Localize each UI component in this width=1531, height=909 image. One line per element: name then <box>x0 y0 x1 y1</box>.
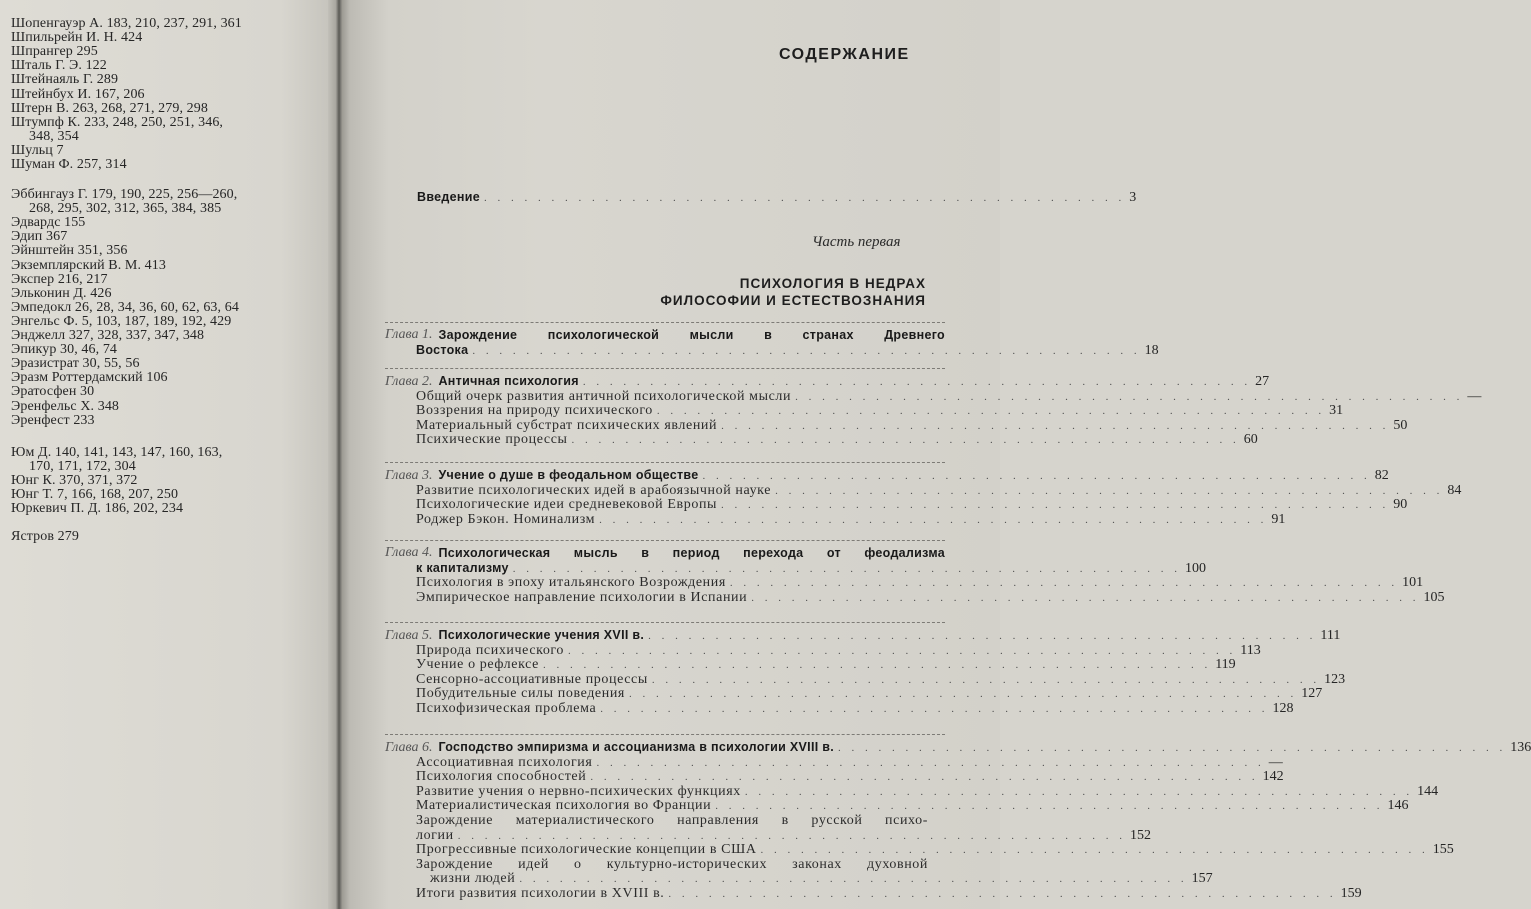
dot-leader: . . . . . . . . . . . . . . . . . . . . . . . . . . . . . . . . . . . . . . . . . . . . . . . . . . <box>668 888 1337 900</box>
section-entry-cont <box>430 871 1213 887</box>
dot-leader: . . . . . . . . . . . . . . . . . . . . . . . . . . . . . . . . . . . . . . . . . . . . . . . . . . <box>656 405 1326 418</box>
index-entry: Эббингауз Г. 179, 190, 225, 256—260, <box>11 187 238 202</box>
toc-entry-title: Роджер Бэкон. Номинализм <box>416 511 596 527</box>
toc-entry-page: 82 <box>1374 468 1389 483</box>
toc-entry-title: Материальный субстрат психических явлений <box>416 417 718 433</box>
toc-entry-title: Природа психического <box>416 642 565 658</box>
index-entry: Юм Д. 140, 141, 143, 147, 160, 163, <box>11 445 223 460</box>
section-entry <box>416 417 1408 433</box>
toc-entry-title: Побудительные силы поведения <box>416 686 625 702</box>
section-title-line2: ФИЛОСОФИИ И ЕСТЕСТВОЗНАНИЯ <box>660 293 926 308</box>
index-entry: Штейнбух И. 167, 206 <box>11 86 145 102</box>
index-entry: Эренфест 233 <box>11 412 95 428</box>
index-entry: Эмпедокл 26, 28, 34, 36, 60, 62, 63, 64 <box>11 299 239 315</box>
dot-leader: . . . . . . . . . . . . . . . . . . . . . . . . . . . . . . . . . . . . . . . . . . . . . . . . . . <box>600 703 1269 715</box>
index-entry: Юнг Т. 7, 166, 168, 207, 250 <box>11 487 179 503</box>
index-entry: Шпрангер 295 <box>11 44 98 60</box>
toc-entry-page: 101 <box>1402 575 1424 591</box>
index-entry: Эразистрат 30, 55, 56 <box>11 356 140 372</box>
section-entry <box>416 482 1462 498</box>
index-entry: 268, 295, 302, 312, 365, 384, 385 <box>29 201 222 217</box>
index-entry: 348, 354 <box>29 128 79 144</box>
dot-leader: . . . . . . . . . . . . . . . . . . . . . . . . . . . . . . . . . . . . . . . . . . . . . . . . . . <box>571 434 1240 447</box>
chapter-heading <box>385 328 945 342</box>
chapter-heading <box>385 628 1341 643</box>
toc-entry-page: — <box>1467 388 1482 404</box>
index-entry: Эренфельс X. 348 <box>11 398 120 414</box>
section-entry <box>416 497 1408 513</box>
toc-entry-page: 123 <box>1324 671 1346 687</box>
toc-entry-title: Развитие учения о нервно-психических функциях <box>416 783 741 799</box>
dot-leader: . . . . . . . . . . . . . . . . . . . . . . . . . . . . . . . . . . . . . . . . . . . . . . . . . . <box>729 577 1399 590</box>
toc-entry-title: Материалистическая психология во Франции <box>416 798 712 814</box>
index-entry: Эразм Роттердамский 106 <box>11 370 168 386</box>
section-entry <box>416 686 1323 702</box>
dot-leader: . . . . . . . . . . . . . . . . . . . . . . . . . . . . . . . . . . . . . . . . . . . . . . . . . . <box>472 344 1141 357</box>
chapter-label: Глава 2. <box>385 374 433 389</box>
chapter-heading-cont <box>416 342 1159 358</box>
index-entry: Экземплярский В. М. 413 <box>11 257 166 273</box>
chapter-divider <box>385 540 945 541</box>
toc-entry-page: 27 <box>1255 374 1270 389</box>
section-entry-cont <box>416 827 1151 843</box>
toc-entry-title: Итоги развития психологии в XVIII в. <box>416 886 665 901</box>
index-entry: Юркевич П. Д. 186, 202, 234 <box>11 501 184 517</box>
part-label: Часть первая <box>812 234 901 250</box>
dot-leader: . . . . . . . . . . . . . . . . . . . . . . . . . . . . . . . . . . . . . . . . . . . . . . . . . . <box>457 829 1126 842</box>
toc-entry-title: Психологические идеи средневековой Европы <box>416 497 718 513</box>
section-entry <box>416 886 1362 901</box>
index-entry: Эдип 367 <box>11 229 68 245</box>
toc-entry-title: Сенсорно-ассоциативные процессы <box>416 671 648 687</box>
dot-leader: . . . . . . . . . . . . . . . . . . . . . . . . . . . . . . . . . . . . . . . . . . . . . . . . . . <box>651 673 1321 686</box>
section-entry <box>416 511 1286 527</box>
toc-entry-title: к капитализму <box>416 560 509 575</box>
index-entry: Эльконин Д. 426 <box>11 285 112 301</box>
toc-entry-page: 119 <box>1215 657 1236 673</box>
toc-entry-page: 111 <box>1320 628 1341 643</box>
toc-title: СОДЕРЖАНИЕ <box>779 46 910 63</box>
index-entry: Юнг К. 370, 371, 372 <box>11 473 138 489</box>
chapter-title: Античная психология <box>438 374 579 388</box>
toc-entry-title: Ассоциативная психология <box>416 754 593 770</box>
section-entry: Зарождение идей о культурно-исторических законах духовной <box>416 856 928 872</box>
dot-leader: . . . . . . . . . . . . . . . . . . . . . . . . . . . . . . . . . . . . . . . . . . . . . . . . . . <box>628 688 1298 701</box>
toc-entry-title: логии <box>416 827 454 843</box>
dot-leader: . . . . . . . . . . . . . . . . . . . . . . . . . . . . . . . . . . . . . . . . . . . . . . . . . . <box>775 484 1444 497</box>
dot-leader: . . . . . . . . . . . . . . . . . . . . . . . . . . . . . . . . . . . . . . . . . . . . . . . . . . <box>596 756 1265 769</box>
toc-entry-page: 152 <box>1129 827 1151 843</box>
section-entry <box>416 798 1409 814</box>
toc-entry-page: 3 <box>1129 190 1137 205</box>
chapter-divider <box>385 734 945 735</box>
section-entry <box>416 842 1454 858</box>
index-entry: Штейнаяль Г. 289 <box>11 72 119 88</box>
toc-entry-intro <box>417 190 1137 205</box>
section-entry <box>416 575 1424 591</box>
chapter-title: Психологическая мысль в период перехода от феодализма <box>438 546 945 560</box>
toc-entry-page: 127 <box>1301 686 1323 702</box>
dot-leader: . . . . . . . . . . . . . . . . . . . . . . . . . . . . . . . . . . . . . . . . . . . . . . . . . . <box>542 659 1212 672</box>
toc-entry-title: Психология способностей <box>416 769 587 785</box>
toc-entry-title: Развитие психологических идей в арабоязычной науке <box>416 482 772 498</box>
index-entry: Ястров 279 <box>11 529 79 544</box>
section-entry <box>416 657 1236 673</box>
chapter-heading <box>385 546 945 560</box>
index-entry: Экспер 216, 217 <box>11 271 108 287</box>
chapter-title: Зарождение психологической мысли в странах Древнего <box>438 328 945 342</box>
toc-entry-page: 60 <box>1243 432 1258 448</box>
section-entry <box>416 769 1284 785</box>
chapter-divider <box>385 462 945 463</box>
toc-entry-title: Востока <box>416 342 469 357</box>
toc-entry-page: 50 <box>1393 417 1408 433</box>
chapter-label: Глава 3. <box>385 468 433 483</box>
section-entry <box>416 589 1445 605</box>
chapter-label: Глава 6. <box>385 740 433 755</box>
dot-leader: . . . . . . . . . . . . . . . . . . . . . . . . . . . . . . . . . . . . . . . . . . . . . . . . . . <box>760 844 1429 857</box>
toc-entry-title: Учение о рефлексе <box>416 657 539 673</box>
toc-entry-page: 144 <box>1417 783 1439 799</box>
index-entry: Шульц 7 <box>11 142 64 158</box>
section-entry <box>416 754 1283 770</box>
chapter-title: Учение о душе в феодальном обществе <box>438 468 699 482</box>
toc-entry-page: 84 <box>1447 482 1462 498</box>
index-entry: Энгельс Ф. 5, 103, 187, 189, 192, 429 <box>11 313 232 329</box>
chapter-label: Глава 1. <box>385 327 433 342</box>
chapter-heading <box>385 740 1531 755</box>
section-entry <box>416 432 1258 448</box>
dot-leader: . . . . . . . . . . . . . . . . . . . . . . . . . . . . . . . . . . . . . . . . . . . . . . . . . . <box>721 419 1390 432</box>
dot-leader: . . . . . . . . . . . . . . . . . . . . . . . . . . . . . . . . . . . . . . . . . . . . . . . . . . <box>795 390 1464 403</box>
toc-entry-page: 91 <box>1271 511 1286 527</box>
section-entry <box>416 388 1482 404</box>
section-entry <box>416 671 1346 687</box>
section-entry <box>416 403 1344 419</box>
section-entry <box>416 642 1261 658</box>
chapter-divider <box>385 322 945 323</box>
dot-leader: . . . . . . . . . . . . . . . . . . . . . . . . . . . . . . . . . . . . . . . . . . . . . . . . . . <box>702 470 1371 482</box>
index-entry: Эйнштейн 351, 356 <box>11 243 128 259</box>
dot-leader: . . . . . . . . . . . . . . . . . . . . . . . . . . . . . . . . . . . . . . . . . . . . . . . . . . <box>715 800 1384 813</box>
index-entry: Шпильрейн И. Н. 424 <box>11 30 143 46</box>
dot-leader: . . . . . . . . . . . . . . . . . . . . . . . . . . . . . . . . . . . . . . . . . . . . . . . . . . <box>512 562 1181 575</box>
toc-entry-title: Психические процессы <box>416 432 568 448</box>
chapter-heading <box>385 374 1270 389</box>
chapter-heading-cont <box>416 560 1206 576</box>
toc-entry-page: 128 <box>1272 701 1294 716</box>
dot-leader: . . . . . . . . . . . . . . . . . . . . . . . . . . . . . . . . . . . . . . . . . . . . . . . . <box>483 192 1126 204</box>
index-entry: Штерн В. 263, 268, 271, 279, 298 <box>11 100 208 116</box>
toc-entry-page: 105 <box>1423 589 1445 605</box>
index-entry: Шуман Ф. 257, 314 <box>11 157 127 172</box>
section-entry: Зарождение материалистического направления в русской психо- <box>416 813 928 828</box>
index-entry: Энджелл 327, 328, 337, 347, 348 <box>11 328 205 343</box>
chapter-heading <box>385 468 1389 483</box>
toc-entry-page: 18 <box>1144 342 1159 358</box>
section-title-line1: ПСИХОЛОГИЯ В НЕДРАХ <box>739 276 926 291</box>
index-entry: 170, 171, 172, 304 <box>29 459 136 475</box>
toc-entry-page: 157 <box>1191 871 1213 887</box>
toc-entry-page: 113 <box>1240 642 1261 658</box>
toc-entry-title: Введение <box>417 190 480 204</box>
dot-leader: . . . . . . . . . . . . . . . . . . . . . . . . . . . . . . . . . . . . . . . . . . . . . . . . . . <box>721 499 1390 512</box>
toc-entry-page: 136 <box>1510 740 1531 755</box>
index-entry: Эратосфен 30 <box>11 384 95 400</box>
chapter-label: Глава 4. <box>385 545 433 560</box>
chapter-divider <box>385 368 945 369</box>
toc-entry-page: 100 <box>1184 560 1206 576</box>
toc-entry-page: 31 <box>1329 403 1344 419</box>
toc-entry-page: — <box>1268 754 1283 770</box>
toc-entry-page: 146 <box>1387 798 1409 814</box>
index-entry: Штумпф К. 233, 248, 250, 251, 346, <box>11 114 224 130</box>
chapter-title: Психологические учения XVII в. <box>438 628 645 642</box>
dot-leader: . . . . . . . . . . . . . . . . . . . . . . . . . . . . . . . . . . . . . . . . . . . . . . . . . . <box>519 873 1188 886</box>
index-entry: Шопенгауэр А. 183, 210, 237, 291, 361 <box>11 16 242 31</box>
toc-entry-page: 159 <box>1340 886 1362 901</box>
dot-leader: . . . . . . . . . . . . . . . . . . . . . . . . . . . . . . . . . . . . . . . . . . . . . . . . . . <box>568 644 1237 657</box>
section-entry <box>416 783 1439 799</box>
section-entry <box>416 701 1294 716</box>
dot-leader: . . . . . . . . . . . . . . . . . . . . . . . . . . . . . . . . . . . . . . . . . . . . . . . . . . <box>599 513 1268 526</box>
toc-entry-page: 142 <box>1262 769 1284 785</box>
dot-leader: . . . . . . . . . . . . . . . . . . . . . . . . . . . . . . . . . . . . . . . . . . . . . . . . . . <box>751 591 1420 604</box>
toc-entry-title: Общий очерк развития античной психологической мысли <box>416 388 792 404</box>
dot-leader: . . . . . . . . . . . . . . . . . . . . . . . . . . . . . . . . . . . . . . . . . . . . . . . . . . <box>582 376 1252 388</box>
toc-entry-page: 155 <box>1432 842 1454 858</box>
toc-entry-title: Психофизическая проблема <box>416 701 597 716</box>
chapter-title: Господство эмпиризма и ассоцианизма в психологии XVIII в. <box>438 740 835 754</box>
toc-entry-page: 90 <box>1393 497 1408 513</box>
toc-entry-title: жизни людей <box>430 871 516 887</box>
dot-leader: . . . . . . . . . . . . . . . . . . . . . . . . . . . . . . . . . . . . . . . . . . . . . . . . . . <box>838 742 1507 754</box>
chapter-divider <box>385 622 945 623</box>
toc-entry-title: Прогрессивные психологические концепции в США <box>416 842 757 858</box>
index-entry: Эпикур 30, 46, 74 <box>11 342 118 358</box>
dot-leader: . . . . . . . . . . . . . . . . . . . . . . . . . . . . . . . . . . . . . . . . . . . . . . . . . . <box>648 630 1317 642</box>
dot-leader: . . . . . . . . . . . . . . . . . . . . . . . . . . . . . . . . . . . . . . . . . . . . . . . . . . <box>744 785 1414 798</box>
chapter-label: Глава 5. <box>385 628 433 643</box>
index-entry: Эдвардс 155 <box>11 215 86 231</box>
toc-entry-title: Психология в эпоху итальянского Возрождения <box>416 575 726 591</box>
dot-leader: . . . . . . . . . . . . . . . . . . . . . . . . . . . . . . . . . . . . . . . . . . . . . . . . . . <box>590 771 1259 784</box>
index-entry: Шталь Г. Э. 122 <box>11 58 107 74</box>
book-spine <box>328 0 350 909</box>
toc-entry-title: Воззрения на природу психического <box>416 403 653 419</box>
toc-entry-title: Эмпирическое направление психологии в Испании <box>416 589 748 605</box>
